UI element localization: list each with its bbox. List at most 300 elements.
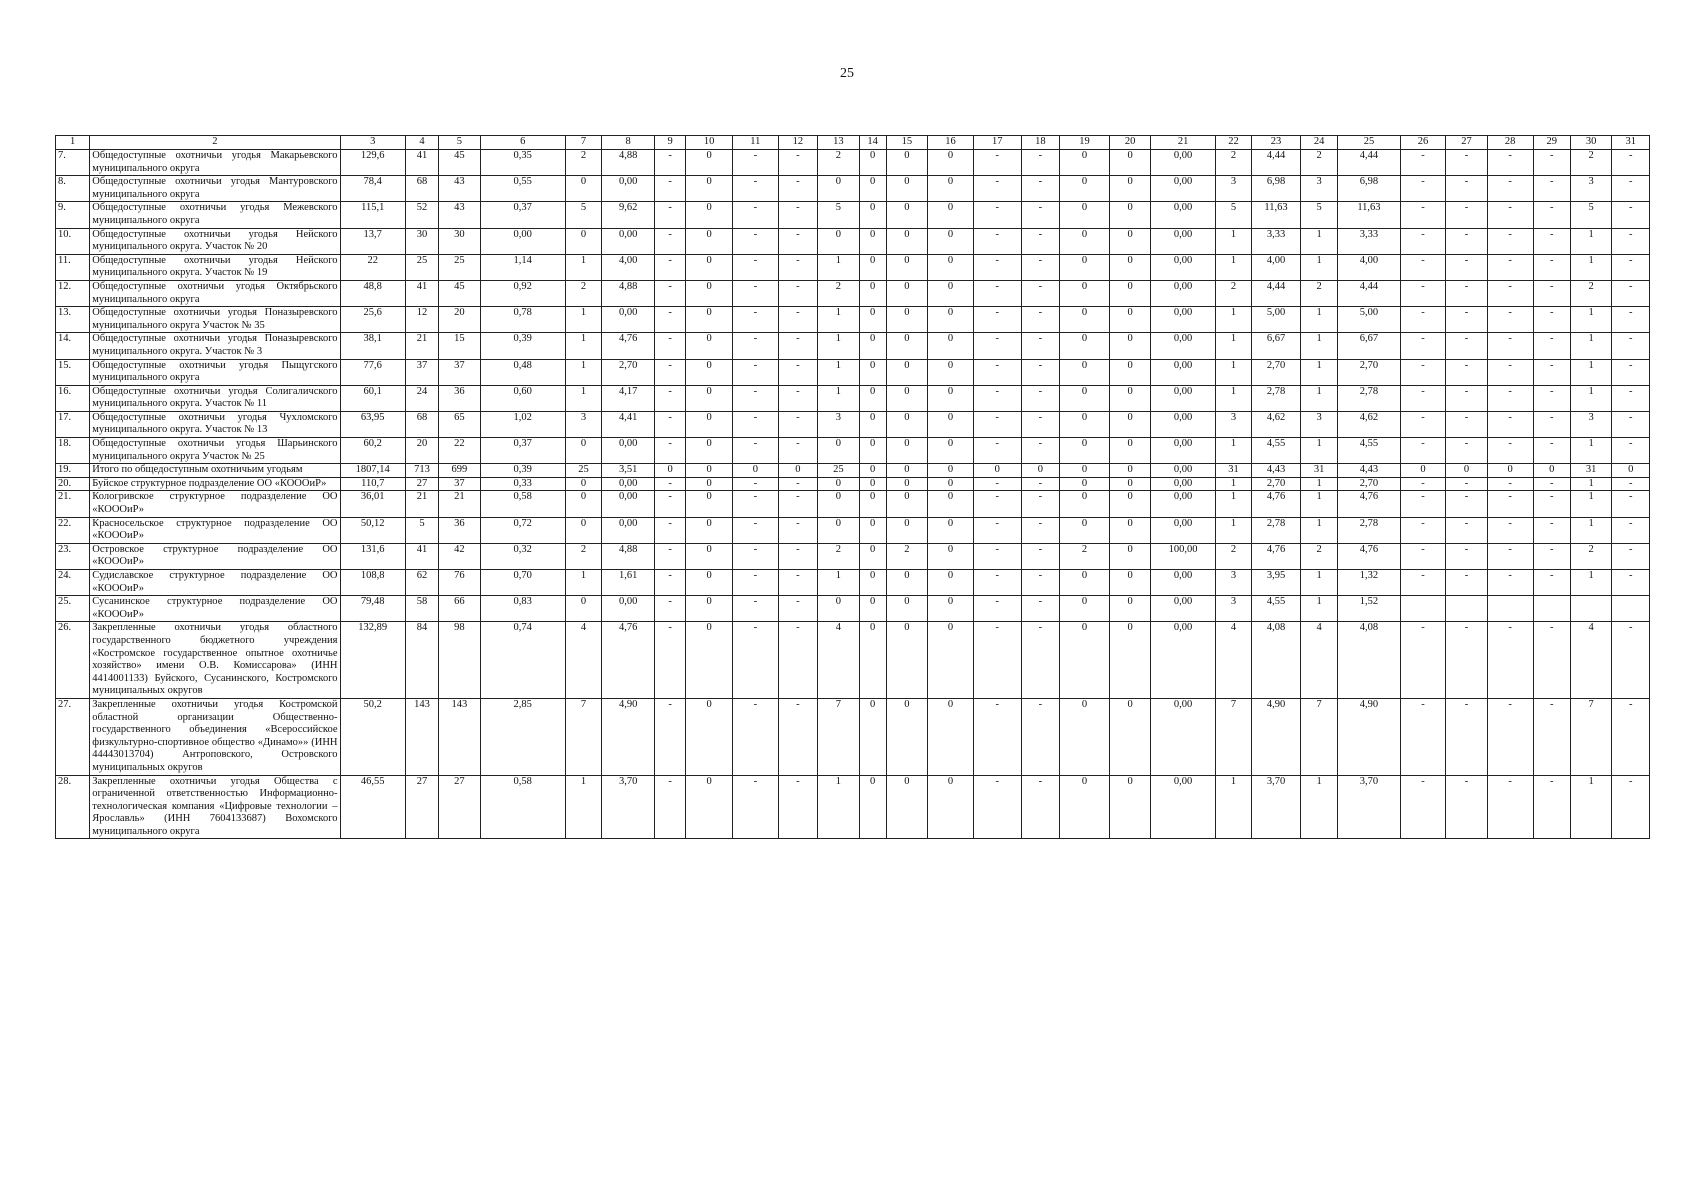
table-cell: - [778,543,817,569]
table-cell: - [778,596,817,622]
table-cell: 36,01 [340,491,405,517]
table-cell: 2,70 [1338,477,1400,491]
table-cell: - [1021,438,1059,464]
table-cell: 0 [686,775,733,839]
table-cell: 0 [886,385,928,411]
table-cell: 0 [1109,411,1151,437]
table-cell: - [1487,176,1533,202]
table-cell: 0 [1612,464,1650,478]
row-number: 16. [56,385,90,411]
table-cell: - [1400,438,1446,464]
table-cell: 3,70 [602,775,655,839]
row-name: Общедоступные охотничьи угодья Нейского муниципального округа. Участок № 19 [90,254,340,280]
table-cell: - [1533,359,1570,385]
row-name: Общедоступные охотничьи угодья Октябрьского муниципального округа [90,280,340,306]
row-number: 23. [56,543,90,569]
table-cell: - [1446,176,1488,202]
table-cell: 0 [928,464,974,478]
table-cell: - [778,176,817,202]
table-cell: 0 [1109,491,1151,517]
table-cell: - [778,438,817,464]
table-cell: - [973,254,1021,280]
table-cell: 0,00 [1151,775,1215,839]
table-cell: 0,00 [602,491,655,517]
table-cell: 3 [565,411,601,437]
table-cell: 41 [405,150,438,176]
row-number: 21. [56,491,90,517]
table-cell: 0 [565,477,601,491]
table-cell: 1 [1215,254,1251,280]
table-cell: 0 [859,307,886,333]
table-cell: 143 [405,698,438,775]
table-cell: 0 [818,477,860,491]
table-cell: 4,90 [1252,698,1301,775]
table-cell: 1 [818,385,860,411]
table-cell: - [973,280,1021,306]
table-cell: 79,48 [340,596,405,622]
table-cell: - [1533,228,1570,254]
table-cell: 0,83 [480,596,565,622]
table-cell: 0 [565,517,601,543]
table-cell: 4,55 [1252,596,1301,622]
table-cell: - [1533,622,1570,699]
table-cell: - [1021,517,1059,543]
column-header: 27 [1446,136,1488,150]
table-cell: 3,33 [1252,228,1301,254]
table-cell: 0,00 [1151,385,1215,411]
table-cell: - [778,698,817,775]
table-cell: 1 [1570,438,1612,464]
table-cell: - [1612,150,1650,176]
table-cell: 0,00 [1151,254,1215,280]
table-cell: 2,78 [1252,385,1301,411]
table-cell: - [778,228,817,254]
table-cell: 0 [1109,307,1151,333]
table-cell: 0 [818,228,860,254]
table-cell: 25 [405,254,438,280]
table-cell: 0 [859,517,886,543]
table-cell: 0 [928,698,974,775]
row-number: 12. [56,280,90,306]
row-number: 17. [56,411,90,437]
row-name: Островское структурное подразделение ОО «КОООиР» [90,543,340,569]
table-cell: 4,08 [1338,622,1400,699]
table-cell: - [1487,622,1533,699]
table-cell: 2 [818,150,860,176]
table-cell: 0 [886,307,928,333]
table-cell: 27 [439,775,481,839]
table-cell: - [778,411,817,437]
table-cell: 0,39 [480,333,565,359]
table-cell: 1 [1215,385,1251,411]
table-cell: 2,70 [1338,359,1400,385]
table-cell: 13,7 [340,228,405,254]
table-cell: 1 [1570,333,1612,359]
table-cell: 1 [818,570,860,596]
table-cell: 0 [778,464,817,478]
table-cell: - [655,698,686,775]
column-header: 8 [602,136,655,150]
table-cell: - [1487,228,1533,254]
table-cell: 1 [1570,491,1612,517]
table-cell: - [1021,176,1059,202]
table-cell: 98 [439,622,481,699]
table-cell: - [1446,359,1488,385]
table-cell: 2 [565,150,601,176]
table-cell [1570,596,1612,622]
table-cell: 0 [818,176,860,202]
table-cell: - [732,596,778,622]
table-cell: 4,76 [1252,543,1301,569]
table-cell: 4,43 [1252,464,1301,478]
table-cell: 0 [928,775,974,839]
table-cell: 0 [1109,202,1151,228]
table-cell: 4,90 [1338,698,1400,775]
table-cell: 0,00 [602,228,655,254]
table-cell: 1 [1300,254,1337,280]
table-cell: - [1533,411,1570,437]
table-cell: 0 [1060,622,1110,699]
table-cell: 0 [1109,775,1151,839]
table-cell: 0 [1060,698,1110,775]
table-cell: 0 [1109,150,1151,176]
table-cell: 2 [1215,150,1251,176]
table-cell: 4,88 [602,543,655,569]
table-cell: - [973,596,1021,622]
table-cell: - [973,385,1021,411]
table-cell: - [655,333,686,359]
column-header: 15 [886,136,928,150]
table-cell: - [655,280,686,306]
table-cell: 1 [1300,333,1337,359]
table-cell: - [1612,228,1650,254]
table-cell: - [1612,775,1650,839]
row-name: Общедоступные охотничьи угодья Чухломского муниципального округа. Участок № 13 [90,411,340,437]
table-cell: 0 [859,228,886,254]
table-cell: 37 [439,477,481,491]
table-cell: 2,78 [1338,517,1400,543]
table-cell: 0 [928,622,974,699]
table-cell: - [655,150,686,176]
table-cell: - [1533,543,1570,569]
table-cell: 30 [439,228,481,254]
table-row [56,543,1650,569]
table-cell: - [1400,411,1446,437]
row-name: Закрепленные охотничьи угодья областного государственного бюджетного учреждения «Костромское государственное опытное охотничье хозяйство» имени О.В. Комиссарова» (ИНН 4414001133) Буйского, Сусанинского, Костромского муниципальных округов [90,622,340,699]
table-cell: - [1487,333,1533,359]
table-row [56,596,1650,622]
table-cell: 1 [1300,438,1337,464]
table-cell: 0 [859,543,886,569]
table-cell: 1 [1570,359,1612,385]
table-cell: 4 [1215,622,1251,699]
table-cell: 2,78 [1338,385,1400,411]
table-cell: - [1487,477,1533,491]
table-cell: - [973,176,1021,202]
table-cell: - [655,359,686,385]
table-cell: - [1021,622,1059,699]
table-cell: - [732,228,778,254]
table-cell: 0,00 [1151,698,1215,775]
table-cell: 0,78 [480,307,565,333]
table-cell: 0 [565,228,601,254]
row-number: 26. [56,622,90,699]
table-cell: 3 [1300,176,1337,202]
table-cell: 0 [1060,775,1110,839]
table-cell: 37 [405,359,438,385]
table-cell: 2,85 [480,698,565,775]
table-cell: 50,2 [340,698,405,775]
table-cell: 12 [405,307,438,333]
table-cell: 2 [1570,280,1612,306]
column-header: 1 [56,136,90,150]
table-cell: 0 [886,570,928,596]
table-cell: 0 [565,438,601,464]
table-cell: - [778,150,817,176]
table-cell: - [1446,622,1488,699]
table-cell: 1,52 [1338,596,1400,622]
table-cell: 1,32 [1338,570,1400,596]
table-cell: - [732,254,778,280]
table-cell: - [1021,307,1059,333]
table-cell: 3 [1215,596,1251,622]
table-cell: 0 [1109,543,1151,569]
table-cell: 7 [1300,698,1337,775]
column-header: 31 [1612,136,1650,150]
table-cell: 4 [1300,622,1337,699]
table-cell: - [732,385,778,411]
table-cell: 0 [818,596,860,622]
table-cell: 1 [565,385,601,411]
table-cell: - [732,491,778,517]
column-header: 17 [973,136,1021,150]
table-cell: - [1446,491,1488,517]
table-cell: 4 [818,622,860,699]
table-cell: 132,89 [340,622,405,699]
column-header: 26 [1400,136,1446,150]
table-cell: 24 [405,385,438,411]
table-cell: - [732,622,778,699]
table-cell: 1 [565,254,601,280]
table-cell: - [732,411,778,437]
table-cell: - [973,359,1021,385]
table-row [56,438,1650,464]
table-cell: - [1487,775,1533,839]
table-cell: - [1612,307,1650,333]
column-header: 13 [818,136,860,150]
table-cell: 0 [1060,411,1110,437]
table-cell: 1 [1300,491,1337,517]
table-cell: - [973,517,1021,543]
table-cell: 0,60 [480,385,565,411]
table-cell: 45 [439,150,481,176]
column-header: 18 [1021,136,1059,150]
column-header: 10 [686,136,733,150]
table-cell: 0 [686,438,733,464]
table-cell: 0 [859,775,886,839]
table-cell: 4,44 [1338,280,1400,306]
table-cell: 3 [1570,176,1612,202]
table-cell: 3 [1215,176,1251,202]
table-cell: 0 [1109,596,1151,622]
column-header: 25 [1338,136,1400,150]
table-cell: - [1612,280,1650,306]
table-cell: 0,00 [1151,596,1215,622]
table-row [56,517,1650,543]
table-cell: - [1021,202,1059,228]
table-cell: - [1400,228,1446,254]
table-cell: 60,1 [340,385,405,411]
table-cell: 5 [1570,202,1612,228]
row-number: 7. [56,150,90,176]
row-number: 20. [56,477,90,491]
table-cell: - [973,491,1021,517]
table-cell: - [655,385,686,411]
table-cell: - [1612,543,1650,569]
table-cell: 38,1 [340,333,405,359]
table-cell: 0 [1060,333,1110,359]
table-cell: - [655,307,686,333]
table-cell: - [778,477,817,491]
table-cell: 6,67 [1252,333,1301,359]
table-cell: 0 [928,228,974,254]
table-row [56,570,1650,596]
table-cell: - [1533,385,1570,411]
table-cell: 2 [886,543,928,569]
table-cell: 0 [1109,228,1151,254]
table-cell: 36 [439,517,481,543]
table-cell: - [732,570,778,596]
table-cell: 0 [886,359,928,385]
table-cell: 0 [886,280,928,306]
table-cell: 4 [1570,622,1612,699]
table-cell: 0 [1060,176,1110,202]
table-row [56,411,1650,437]
column-header: 24 [1300,136,1337,150]
table-cell: 1 [1215,359,1251,385]
table-cell: 1 [1570,228,1612,254]
table-cell: - [1400,775,1446,839]
table-cell: - [1487,438,1533,464]
table-cell: - [778,359,817,385]
table-cell: 0 [1060,359,1110,385]
table-cell: 4,88 [602,150,655,176]
table-cell: - [1487,280,1533,306]
table-cell: 0 [565,596,601,622]
table-cell: - [1612,385,1650,411]
table-cell: - [778,775,817,839]
table-cell: 0 [928,570,974,596]
table-cell: - [655,570,686,596]
table-cell: 1 [565,307,601,333]
table-cell: - [973,570,1021,596]
table-cell: 0 [686,411,733,437]
table-cell: - [1612,438,1650,464]
table-cell: 0,74 [480,622,565,699]
table-cell: 0 [686,698,733,775]
table-cell: 1 [1300,570,1337,596]
column-header: 3 [340,136,405,150]
table-cell: 0 [886,517,928,543]
table-cell: - [1487,491,1533,517]
table-cell: 30 [405,228,438,254]
table-cell: - [1533,150,1570,176]
table-cell: 0 [859,491,886,517]
table-cell: - [778,254,817,280]
table-cell: 66 [439,596,481,622]
table-cell: 7 [818,698,860,775]
table-cell: 4,08 [1252,622,1301,699]
row-name: Общедоступные охотничьи угодья Межевского муниципального округа [90,202,340,228]
table-cell: 48,8 [340,280,405,306]
table-cell: 43 [439,202,481,228]
table-cell: 0 [1060,202,1110,228]
table-cell [1446,596,1488,622]
table-cell: 1 [565,333,601,359]
table-cell: - [1487,150,1533,176]
table-row [56,150,1650,176]
table-cell: 1 [1215,477,1251,491]
table-cell: 1 [565,570,601,596]
table-cell: - [655,438,686,464]
column-header: 11 [732,136,778,150]
table-cell: - [1446,150,1488,176]
table-cell: 0 [928,411,974,437]
table-cell: 0 [1109,517,1151,543]
table-cell: - [1612,202,1650,228]
table-cell: - [973,622,1021,699]
table-cell: 0 [1021,464,1059,478]
row-number: 13. [56,307,90,333]
table-cell: - [1021,333,1059,359]
table-cell: - [1446,543,1488,569]
table-row [56,698,1650,775]
column-header: 23 [1252,136,1301,150]
table-cell: 0 [1109,438,1151,464]
table-cell: 1 [1300,307,1337,333]
table-cell: 0 [1060,254,1110,280]
table-cell: 4,88 [602,280,655,306]
table-cell: 0 [886,477,928,491]
table-cell: - [1612,477,1650,491]
table-cell: 5,00 [1338,307,1400,333]
table-cell: 0 [928,438,974,464]
table-cell: - [1021,254,1059,280]
table-cell: - [655,202,686,228]
table-cell: 7 [1570,698,1612,775]
table-cell: 0 [928,477,974,491]
table-cell: 0,00 [1151,477,1215,491]
table-cell: 46,55 [340,775,405,839]
table-cell: - [732,543,778,569]
table-cell: 0 [928,333,974,359]
table-cell: 52 [405,202,438,228]
table-cell: - [1612,517,1650,543]
table-cell: 0 [686,570,733,596]
table-cell: 0 [859,698,886,775]
table-cell: 1 [565,359,601,385]
column-header: 22 [1215,136,1251,150]
table-cell: 22 [439,438,481,464]
table-cell: 37 [439,359,481,385]
table-cell: - [1400,359,1446,385]
table-cell: 7 [565,698,601,775]
table-cell: 27 [405,477,438,491]
table-cell: 0 [886,254,928,280]
table-cell: - [732,333,778,359]
table-cell: 4,43 [1338,464,1400,478]
table-cell: 0 [1060,228,1110,254]
